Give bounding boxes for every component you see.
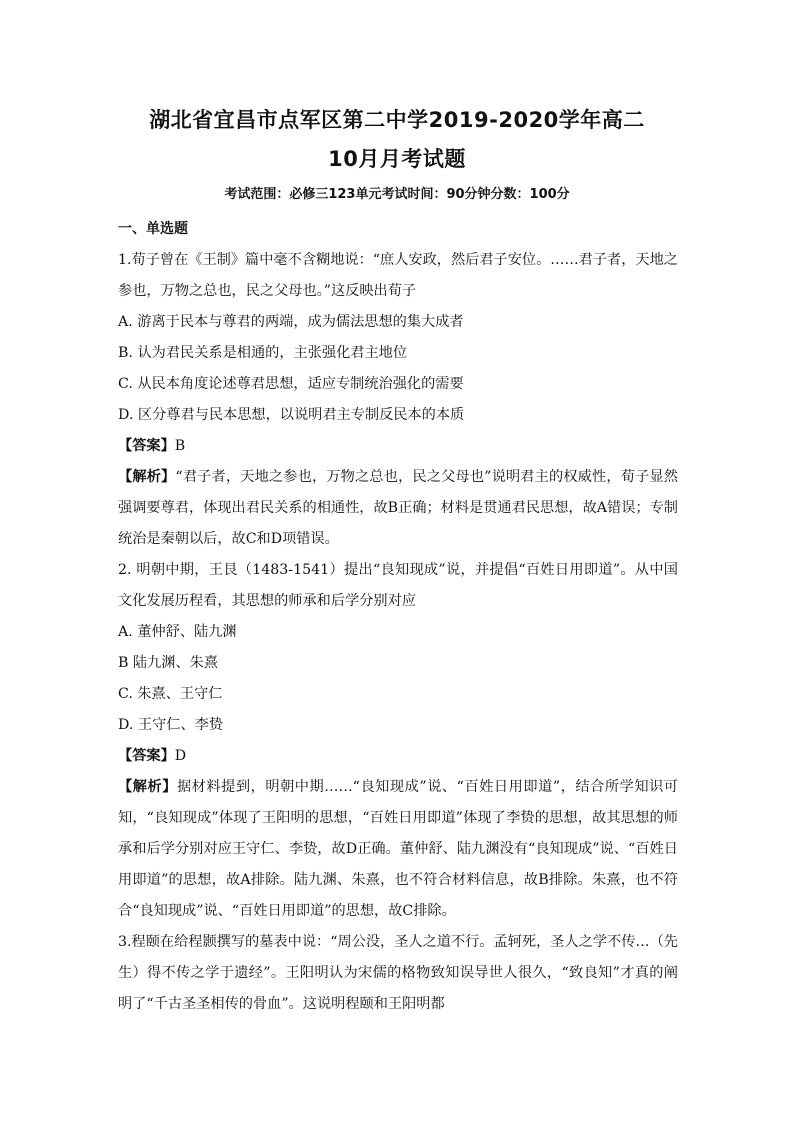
option-c: C. 朱熹、王守仁 — [118, 686, 223, 702]
option-c: C. 从民本角度论述尊君思想，适应专制统治强化的需要 — [118, 376, 464, 392]
answer-value: D — [174, 748, 187, 764]
option-d: D. 区分尊君与民本思想，以说明君主专制反民本的本质 — [118, 407, 465, 423]
answer-label: 【答案】 — [118, 438, 175, 454]
option-a: A. 董仲舒、陆九渊 — [118, 624, 237, 640]
analysis-label: 【解析】 — [118, 779, 177, 795]
analysis-label: 【解析】 — [118, 469, 176, 485]
question-stem: 1.荀子曾在《王制》篇中毫不含糊地说：“庶人安政，然后君子安位。……君子者，天地之参也，万物之总也，民之父母也。”这反映出荀子 — [118, 252, 678, 299]
analysis-text: “君子者，天地之参也，万物之总也，民之父母也”说明君主的权威性，荀子显然强调要尊君，体现出君民关系的相通性，故B正确；材料是贯通君民思想，故A错误；专制统治是秦朝以后，故C和D项错误。 — [118, 469, 678, 547]
question-stem: 3.程颐在给程颢撰写的墓表中说：“周公没，圣人之道不行。孟轲死，圣人之学不传…（先生）得不传之学于遗经”。王阳明认为宋儒的格物致知误导世人很久，“致良知”才真的阐明了“千古圣圣相传的骨血”。这说明程颐和王阳明都 — [118, 934, 678, 1012]
document-body — [118, 214, 678, 1020]
analysis-paragraph — [118, 462, 678, 555]
answer-value: B — [174, 438, 186, 454]
document-title-line1: 湖北省宜昌市点军区第二中学2019-2020学年高二 — [149, 108, 645, 132]
option-a: A. 游离于民本与尊君的两端，成为儒法思想的集大成者 — [118, 314, 464, 330]
answer-label: 【答案】 — [118, 748, 175, 764]
question-2 — [118, 555, 678, 927]
answer-line — [118, 431, 678, 462]
question-3 — [118, 927, 678, 1020]
question-1 — [118, 245, 678, 555]
option-b: B 陆九渊、朱熹 — [118, 655, 219, 671]
answer-line — [118, 741, 678, 772]
section-heading: 一、单选题 — [118, 221, 188, 237]
analysis-paragraph — [118, 772, 678, 927]
document-title-line2: 10月月考试题 — [328, 147, 466, 171]
option-d: D. 王守仁、李贽 — [118, 717, 224, 733]
option-b: B. 认为君民关系是相通的，主张强化君主地位 — [118, 345, 408, 361]
exam-meta-info: 考试范围：必修三123单元考试时间：90分钟分数：100分 — [224, 187, 570, 202]
analysis-text: 据材料提到，明朝中期……“良知现成”说、“百姓日用即道”，结合所学知识可知，“良知现成”体现了王阳明的思想，“百姓日用即道”体现了李贽的思想，故其思想的师承和后学分别对应王守仁、李贽，故D正确。董仲舒、陆九渊没有“良知现成”说、“百姓日用即道”的思想，故A排除。陆九渊、朱熹，也不符合材料信息，故B排除。朱熹，也不符合“良知现成”说、“百姓日用即道”的思想，故C排除。 — [118, 779, 678, 919]
question-stem: 2. 明朝中期，王艮（1483-1541）提出“良知现成”说，并提倡“百姓日用即道”。从中国文化发展历程看，其思想的师承和后学分别对应 — [118, 562, 678, 609]
